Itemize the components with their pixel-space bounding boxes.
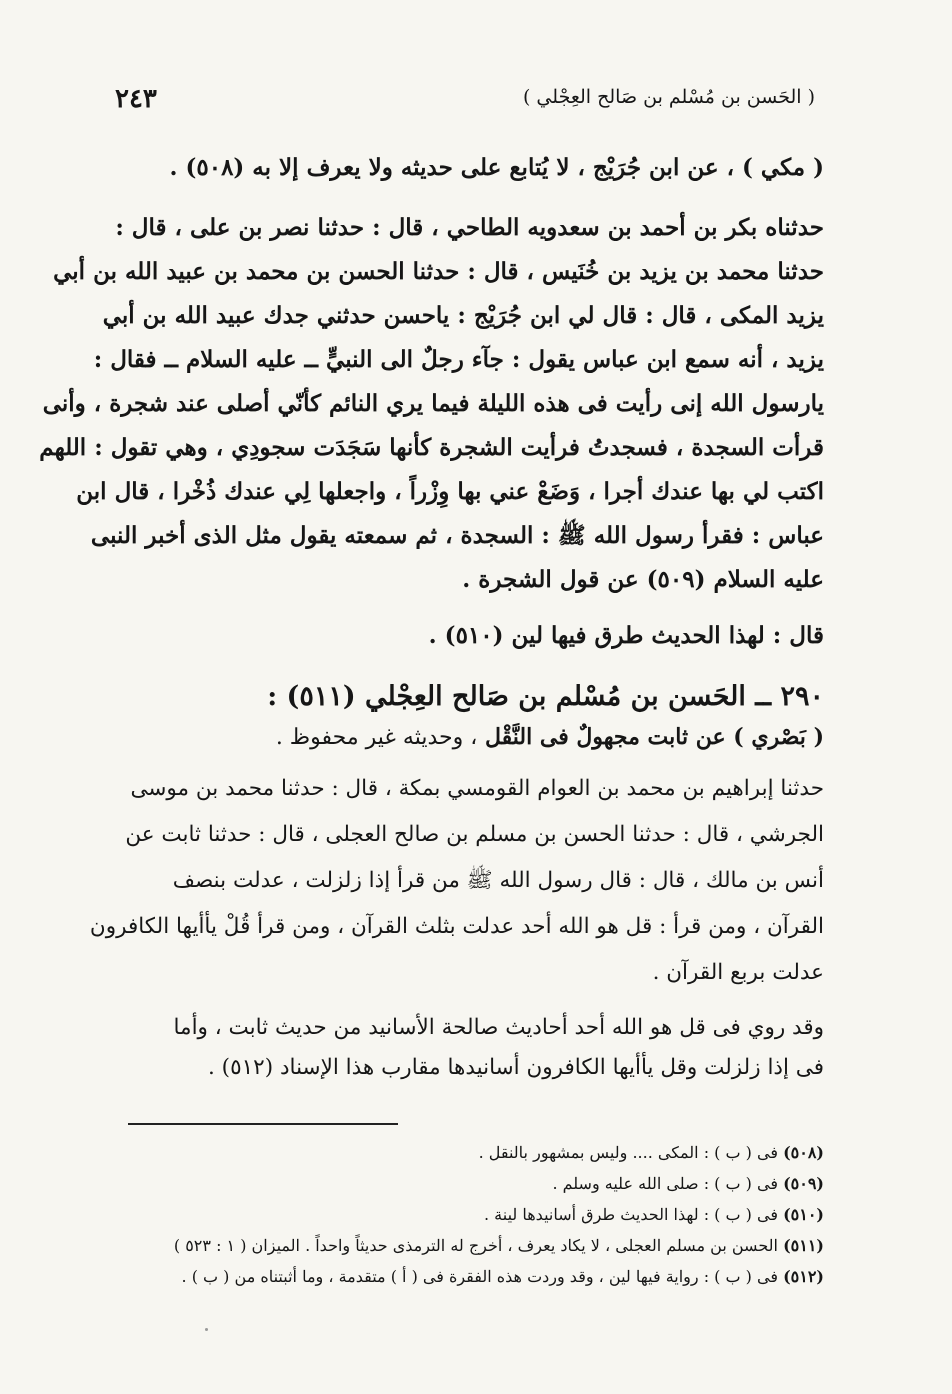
page-number: ٢٤٣	[115, 84, 157, 114]
saying-line: قال : لهذا الحديث طرق فيها لين (٥١٠) .	[428, 622, 824, 649]
footnote-text: الحسن بن مسلم العجلى ، لا يكاد يعرف ، أخرج له الترمذى حديثاً واحداً . الميزان ( ١ : ٥٢٣ )	[173, 1236, 778, 1255]
text-line: حدثناه بكر بن أحمد بن سعدويه الطاحي ، قال : حدثنا نصر بن على ، قال :	[115, 214, 824, 241]
footnote-ref: (٥٠٨)	[783, 1143, 824, 1162]
text-line: أنس بن مالك ، قال : قال رسول الله ﷺ من قرأ إذا زلزلت ، عدلت بنصف	[172, 868, 824, 893]
text-line: يارسول الله إنى رأيت فى هذه الليلة فيما يري النائم كأنّي أصلى عند شجرة ، وأنى	[42, 390, 824, 417]
footnote	[124, 1230, 824, 1261]
footnote	[124, 1137, 824, 1168]
footnote-text: فى ( ب ) : صلى الله عليه وسلم .	[552, 1174, 778, 1193]
hadith-block	[89, 766, 824, 996]
footnotes	[124, 1137, 824, 1292]
footnote-ref: (٥١٠)	[783, 1205, 824, 1224]
entry-description-plain: ، وحديثه غير محفوظ .	[275, 725, 478, 750]
entry-description	[132, 718, 824, 756]
text-line: حدثنا إبراهيم بن محمد بن العوام القومسي بمكة ، قال : حدثنا محمد بن موسى	[130, 776, 824, 801]
footnote	[124, 1168, 824, 1199]
footnote-ref: (٥١٢)	[783, 1267, 824, 1286]
text-line: اكتب لي بها عندك أجرا ، وَضَعْ عني بها وِزْراً ، واجعلها لِي عندك ذُخْرا ، قال ابن	[76, 478, 824, 505]
text-line: عدلت بربع القرآن .	[652, 960, 824, 985]
commentary-block	[132, 1008, 824, 1088]
footnote	[124, 1199, 824, 1230]
hadith-chain-block	[39, 206, 824, 602]
text-line: عباس : فقرأ رسول الله ﷺ : السجدة ، ثم سمعته يقول مثل الذى أخبر النبى	[90, 522, 824, 549]
text-line: الجرشي ، قال : حدثنا الحسن بن مسلم بن صالح العجلى ، قال : حدثنا ثابت عن	[125, 822, 824, 847]
footnote-ref: (٥٠٩)	[783, 1174, 824, 1193]
text-line: يزيد المكى ، قال : قال لي ابن جُرَيْج : ياحسن حدثني جدك عبيد الله بن أبي	[102, 302, 824, 329]
text-line: يزيد ، أنه سمع ابن عباس يقول : جآء رجلٌ الى النبيٍّ ــ عليه السلام ــ فقال :	[93, 346, 824, 373]
text-line: فى إذا زلزلت وقل يأأيها الكافرون أسانيدها مقارب هذا الإسناد (٥١٢) .	[208, 1055, 824, 1080]
intro-line: ( مكي ) ، عن ابن جُرَيْج ، لا يُتابع على حديثه ولا يعرف إلا به (٥٠٨) .	[169, 154, 824, 181]
text-line: القرآن ، ومن قرأ : قل هو الله أحد عدلت بثلث القرآن ، ومن قرأ قُلْ يأأيها الكافرون	[89, 914, 824, 939]
scan-speck	[205, 1328, 208, 1331]
text-line: قرأت السجدة ، فسجدتُ فرأيت الشجرة كأنها سَجَدَت سجودِي ، وهي تقول : اللهم	[39, 434, 824, 461]
footnote	[124, 1261, 824, 1292]
running-title: ( الحَسن بن مُسْلم بن صَالح العِجْلي )	[522, 86, 815, 108]
text-line: وقد روي فى قل هو الله أحد أحاديث صالحة الأسانيد من حديث ثابت ، وأما	[173, 1015, 824, 1040]
main-text	[39, 148, 824, 1088]
footnote-divider	[128, 1123, 398, 1125]
text-line: عليه السلام (٥٠٩) عن قول الشجرة .	[462, 566, 824, 593]
footnote-ref: (٥١١)	[783, 1236, 824, 1255]
page-header	[115, 84, 815, 124]
entry-description-bold: ( بَصْري ) عن ثابت مجهولٌ فى النَّقْل	[485, 724, 824, 750]
footnote-text: فى ( ب ) : رواية فيها لين ، وقد وردت هذه الفقرة فى ( أ ) متقدمة ، وما أثبتناه من ( ب ) .	[181, 1267, 778, 1286]
footnote-text: فى ( ب ) : لهذا الحديث طرق أسانيدها لينة .	[483, 1205, 778, 1224]
entry-heading: ٢٩٠ ــ الحَسن بن مُسْلم بن صَالح العِجْلي (٥١١) :	[267, 681, 824, 712]
text-line: حدثنا محمد بن يزيد بن خُنَيس ، قال : حدثنا الحسن بن محمد بن عبيد الله بن أبي	[53, 258, 824, 285]
footnote-text: فى ( ب ) : المكى .... وليس بمشهور بالنقل .	[478, 1143, 778, 1162]
